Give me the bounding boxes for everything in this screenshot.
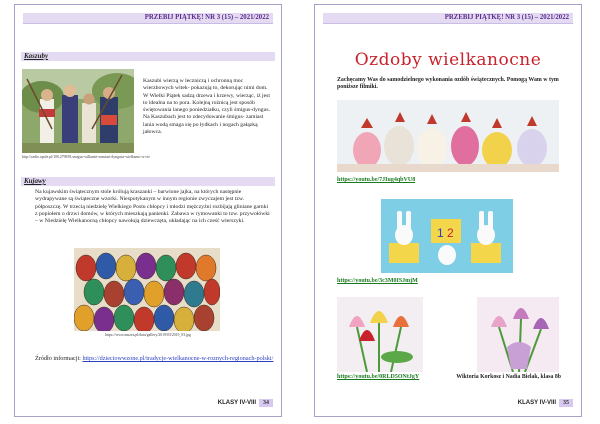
page-number: 35 <box>559 399 573 407</box>
right-page <box>314 4 582 417</box>
heading-text: Kaszuby <box>24 52 49 60</box>
source-info <box>35 355 275 363</box>
tulips-left-photo <box>337 297 423 372</box>
eggs-photo-caption: https://www.muzea.pl/data/gallery/2019/03/2019_03.jpg <box>105 333 191 337</box>
source-link[interactable]: https://dzieciowwzone.pl/tradycje-wielkanocne-w-roznych-regionach-polski/ <box>82 355 274 362</box>
page-header <box>323 13 573 24</box>
page-footer <box>218 397 273 408</box>
kaszuby-text: Kaszubi wierzą w leczniczą i ochronną moc wierzbowych witek- pokazują to, dekorując nimi dom. W Wielki Piątek sadzą drzewa i krzewy, wierząc, iż jest to idealna na to pora. Kolejną rożnicą jest sposób świętowania lanego poniedziałku, czyli śmigus-dyngus. Na Kaszubach jest to zdecydowanie śmigus- zamiast lania wodą smaga się po łydkach i nogach gałązką jałowca. <box>143 78 270 136</box>
section-heading-kujawy <box>21 177 275 186</box>
tulips-right-photo <box>477 297 559 372</box>
page-footer <box>518 397 573 408</box>
source-label: Źródło informacji: <box>35 355 83 362</box>
video-link-1[interactable]: https://youtu.be/7JIug4qbVU8 <box>337 177 416 183</box>
page-header <box>23 13 273 24</box>
paper-chickens-photo <box>337 100 559 172</box>
section-heading-kaszuby <box>21 52 275 61</box>
footer-label: KLASY IV-VIII <box>217 399 256 406</box>
left-page <box>14 4 282 417</box>
kaszuby-photo-caption: http://radio.opole.pl/100,279839,smigus-wilkanie-zamiast-dyngusa-wielkanoc-u-cie <box>22 155 150 159</box>
header-text: PRZEBIJ PIĄTKĘ! NR 3 (15) – 2021/2022 <box>444 14 569 21</box>
kujawy-text: Na kujawskim świątecznym stole królują kraszanki – barwione jajka, na których następnie wydrapywane są świąteczne wzorki. Niespotykanym w innym regionie zwyczajem jest tzw. półposzczę. W trzecią niedzielę Wielkiego Postu chłopcy i młodzi mężczyźni rozbijają gliniane garnki z popiołem o drzwi domów, w których mieszkają panienki. Zabawa w rymowanki to tzw. przywołówki – w Niedzielę Wielkanocną chłopcy nawołują dziewczęta, układając na ich cześć wierszyki. <box>35 189 270 225</box>
svg-text:2: 2 <box>447 226 454 240</box>
video-link-3[interactable]: https://youtu.be/0RLD5ONtJgY <box>337 374 420 380</box>
header-text: PRZEBIJ PIĄTKĘ! NR 3 (15) – 2021/2022 <box>144 14 269 21</box>
page-title: Ozdoby wielkanocne <box>354 50 542 70</box>
intro-text: Zachęcamy Was do samodzielnego wykonania ozdób świątecznych. Pomogą Wam w tym poniższe filmiki. <box>337 77 559 91</box>
heading-text: Kujawy <box>24 177 46 185</box>
easter-eggs-photo <box>74 248 220 331</box>
video-link-2[interactable]: https://youtu.be/3c3M0ISJmjM <box>337 278 418 284</box>
paper-bunnies-photo <box>381 199 513 273</box>
kaszuby-photo <box>22 69 134 153</box>
svg-text:1: 1 <box>437 226 444 240</box>
authors: Wiktoria Korkosz i Nadia Bielak, klasa 8b <box>456 374 561 380</box>
page-number: 34 <box>259 399 273 407</box>
footer-label: KLASY IV-VIII <box>517 399 556 406</box>
